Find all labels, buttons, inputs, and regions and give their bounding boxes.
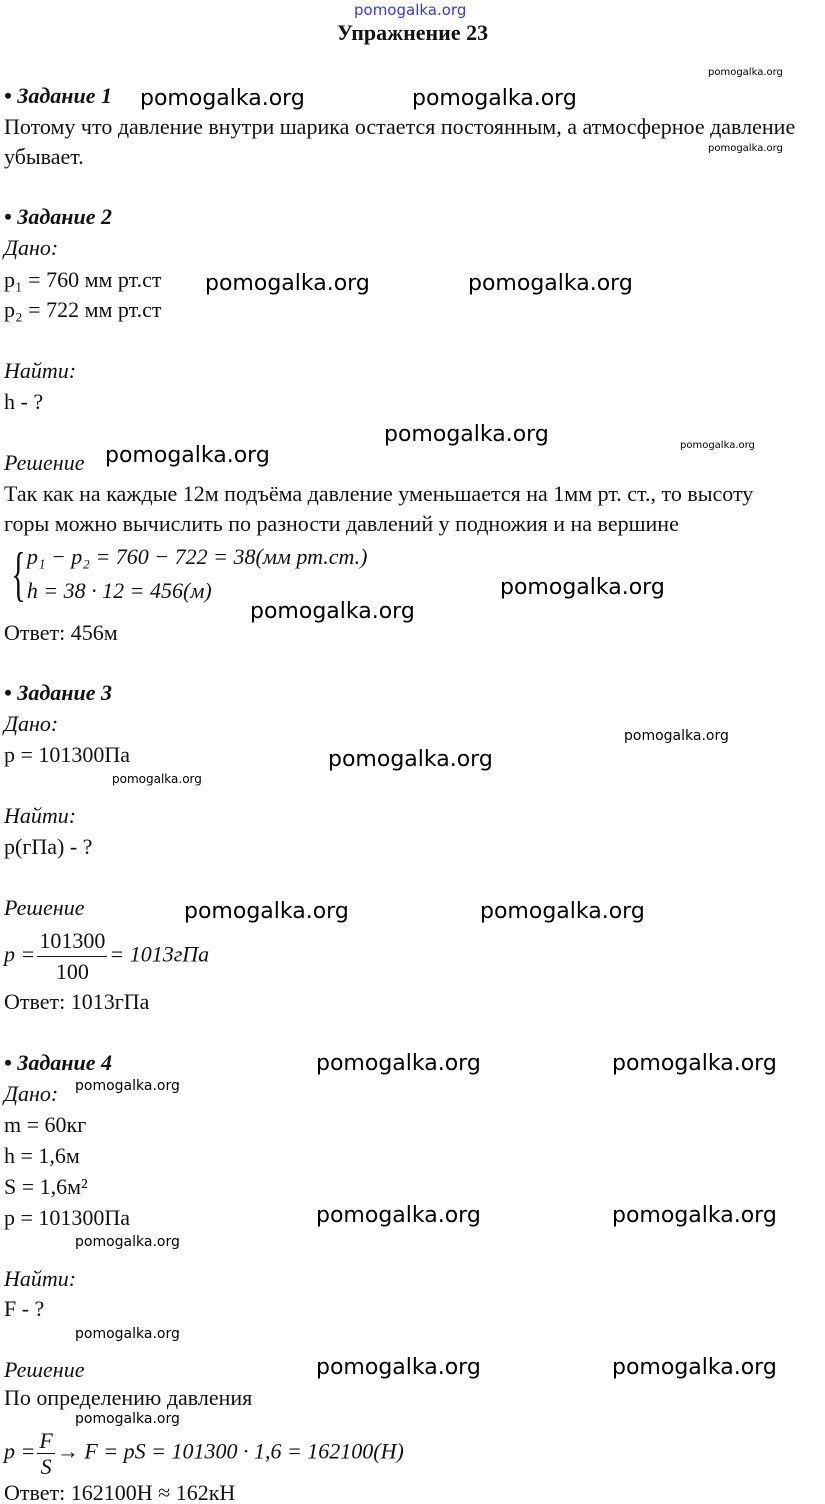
given-p: p = 101300Па: [4, 742, 131, 767]
given-h: h = 1,6м: [4, 1143, 80, 1168]
task1-heading: • Задание 1: [4, 83, 113, 108]
watermark: pomogalka.org: [316, 1051, 481, 1076]
given-s: S = 1,6м²: [4, 1174, 88, 1199]
solution-text: Так как на каждые 12м подъёма давление уменьшается на 1мм рт. ст., то высоту: [4, 481, 754, 506]
watermark: pomogalka.org: [75, 1326, 180, 1342]
equation-1: p₁ − p₂ = 760 − 722 = 38(мм рт.ст.): [26, 544, 368, 569]
watermark: pomogalka.org: [708, 67, 783, 78]
watermark: pomogalka.org: [75, 1078, 180, 1094]
watermark: pomogalka.org: [316, 1203, 481, 1228]
fraction: [37, 926, 107, 987]
watermark: pomogalka.org: [328, 747, 493, 772]
denominator: S: [40, 1454, 52, 1479]
watermark: pomogalka.org: [624, 728, 729, 744]
watermark: pomogalka.org: [612, 1203, 777, 1228]
numerator: 101300: [37, 926, 107, 957]
task1-text-2: убывает.: [4, 144, 84, 169]
task2-heading: • Задание 2: [4, 204, 113, 229]
solution-text-2: горы можно вычислить по разности давлений у подножия и на вершине: [4, 511, 679, 536]
formula: [4, 1428, 404, 1479]
equation-system: [4, 540, 368, 608]
answer: Ответ: 162100Н ≈ 162кН: [4, 1480, 236, 1504]
fraction: [37, 1428, 54, 1479]
watermark: pomogalka.org: [105, 443, 270, 468]
page-title: Упражнение 23: [336, 20, 489, 45]
task4-heading: • Задание 4: [4, 1050, 113, 1075]
solution-label: Решение: [4, 450, 85, 475]
watermark: pomogalka.org: [612, 1355, 777, 1380]
watermark: pomogalka.org: [250, 599, 415, 624]
watermark: pomogalka.org: [612, 1051, 777, 1076]
watermark: pomogalka.org: [500, 575, 665, 600]
formula-lhs: p =: [4, 1438, 36, 1464]
numerator: F: [39, 1428, 53, 1453]
find-value: h - ?: [4, 389, 44, 414]
formula-rhs: = 1013гПа: [109, 941, 210, 967]
watermark: pomogalka.org: [680, 440, 755, 451]
denominator: 100: [55, 959, 89, 984]
given-label: Дано:: [4, 1081, 59, 1106]
formula-lhs: p =: [4, 941, 36, 967]
given-p: p = 101300Па: [4, 1205, 131, 1230]
watermark: pomogalka.org: [75, 1234, 180, 1250]
watermark: pomogalka.org: [112, 772, 202, 786]
given-label: Дано:: [4, 235, 59, 260]
find-value: p(гПа) - ?: [4, 834, 93, 859]
task3-heading: • Задание 3: [4, 680, 113, 705]
watermark: pomogalka.org: [184, 899, 349, 924]
watermark: pomogalka.org: [205, 271, 370, 296]
site-logo[interactable]: pomogalka.org: [354, 1, 467, 19]
answer: Ответ: 1013гПа: [4, 989, 150, 1014]
watermark: pomogalka.org: [468, 271, 633, 296]
formula-rhs: → F = pS = 101300 · 1,6 = 162100(H): [56, 1438, 404, 1464]
solution-label: Решение: [4, 895, 85, 920]
watermark: pomogalka.org: [480, 899, 645, 924]
watermark: pomogalka.org: [412, 86, 577, 111]
watermark: pomogalka.org: [384, 422, 549, 447]
find-label: Найти:: [4, 803, 77, 828]
solution-label: Решение: [4, 1357, 85, 1382]
find-label: Найти:: [4, 1266, 77, 1291]
given-m: m = 60кг: [4, 1112, 87, 1137]
given-p1: p₁ = 760 мм рт.ст: [4, 267, 162, 292]
solution-text: По определению давления: [4, 1385, 253, 1410]
task1-text: Потому что давление внутри шарика остается постоянным, а атмосферное давление: [4, 114, 796, 139]
watermark: pomogalka.org: [316, 1355, 481, 1380]
formula: [4, 926, 209, 987]
watermark: pomogalka.org: [140, 86, 305, 111]
watermark: pomogalka.org: [708, 143, 783, 154]
given-p2: p₂ = 722 мм рт.ст: [4, 297, 162, 322]
equation-2: h = 38 · 12 = 456(м): [26, 578, 212, 603]
brace: {: [11, 541, 26, 607]
watermark: pomogalka.org: [75, 1411, 180, 1427]
answer: Ответ: 456м: [4, 620, 118, 645]
find-value: F - ?: [4, 1296, 45, 1321]
given-label: Дано:: [4, 711, 59, 736]
find-label: Найти:: [4, 358, 77, 383]
